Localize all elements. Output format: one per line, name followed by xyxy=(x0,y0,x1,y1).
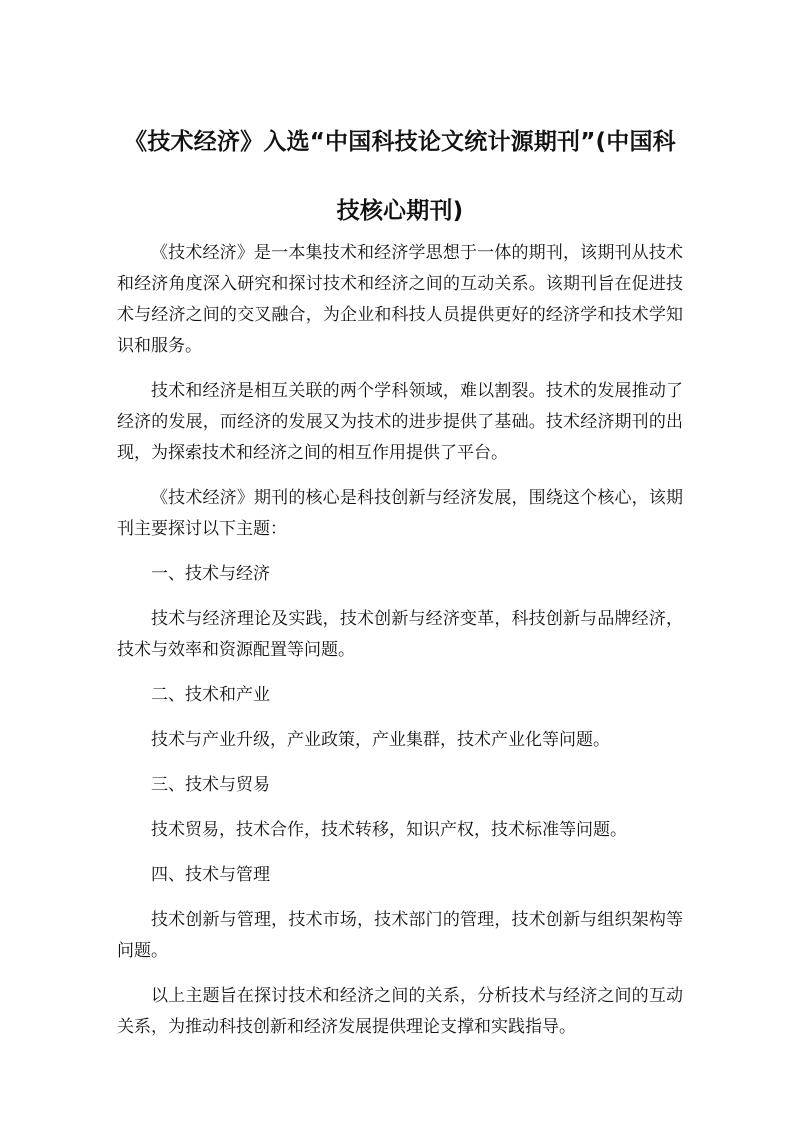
section-heading-technology-trade: 三、技术与贸易 xyxy=(151,775,270,795)
section-body-technology-management: 技术创新与管理，技术市场，技术部门的管理，技术创新与组织架构等问题。 xyxy=(117,910,683,961)
section-body-technology-economy: 技术与经济理论及实践，技术创新与经济变革，科技创新与品牌经济，技术与效率和资源配置等问题。 xyxy=(117,609,683,660)
document-body xyxy=(117,238,683,1057)
conclusion-paragraph: 以上主题旨在探讨技术和经济之间的关系，分析技术与经济之间的互动关系，为推动科技创新和经济发展提供理论支撑和实践指导。 xyxy=(117,986,683,1037)
section-body-technology-trade: 技术贸易，技术合作，技术转移，知识产权，技术标准等问题。 xyxy=(151,820,627,840)
section-heading-technology-industry: 二、技术和产业 xyxy=(151,685,270,705)
document-title: 《技术经济》入选“中国科技论文统计源期刊”(中国科技核心期刊) xyxy=(124,129,676,224)
intro-paragraph: 《技术经济》是一本集技术和经济学思想于一体的期刊，该期刊从技术和经济角度深入研究和探讨技术和经济之间的互动关系。该期刊旨在促进技术与经济之间的交叉融合，为企业和科技人员提供更好的经济学和技术学知识和服务。 xyxy=(117,243,683,356)
section-body-technology-industry: 技术与产业升级，产业政策，产业集群，技术产业化等问题。 xyxy=(151,730,610,750)
background-paragraph: 技术和经济是相互关联的两个学科领域，难以割裂。技术的发展推动了经济的发展，而经济的发展又为技术的进步提供了基础。技术经济期刊的出现，为探索技术和经济之间的相互作用提供了平台。 xyxy=(117,381,683,463)
section-heading-technology-management: 四、技术与管理 xyxy=(151,865,270,885)
section-heading-technology-economy: 一、技术与经济 xyxy=(151,564,270,584)
topics-intro-paragraph: 《技术经济》期刊的核心是科技创新与经济发展，围绕这个核心，该期刊主要探讨以下主题： xyxy=(117,488,683,539)
